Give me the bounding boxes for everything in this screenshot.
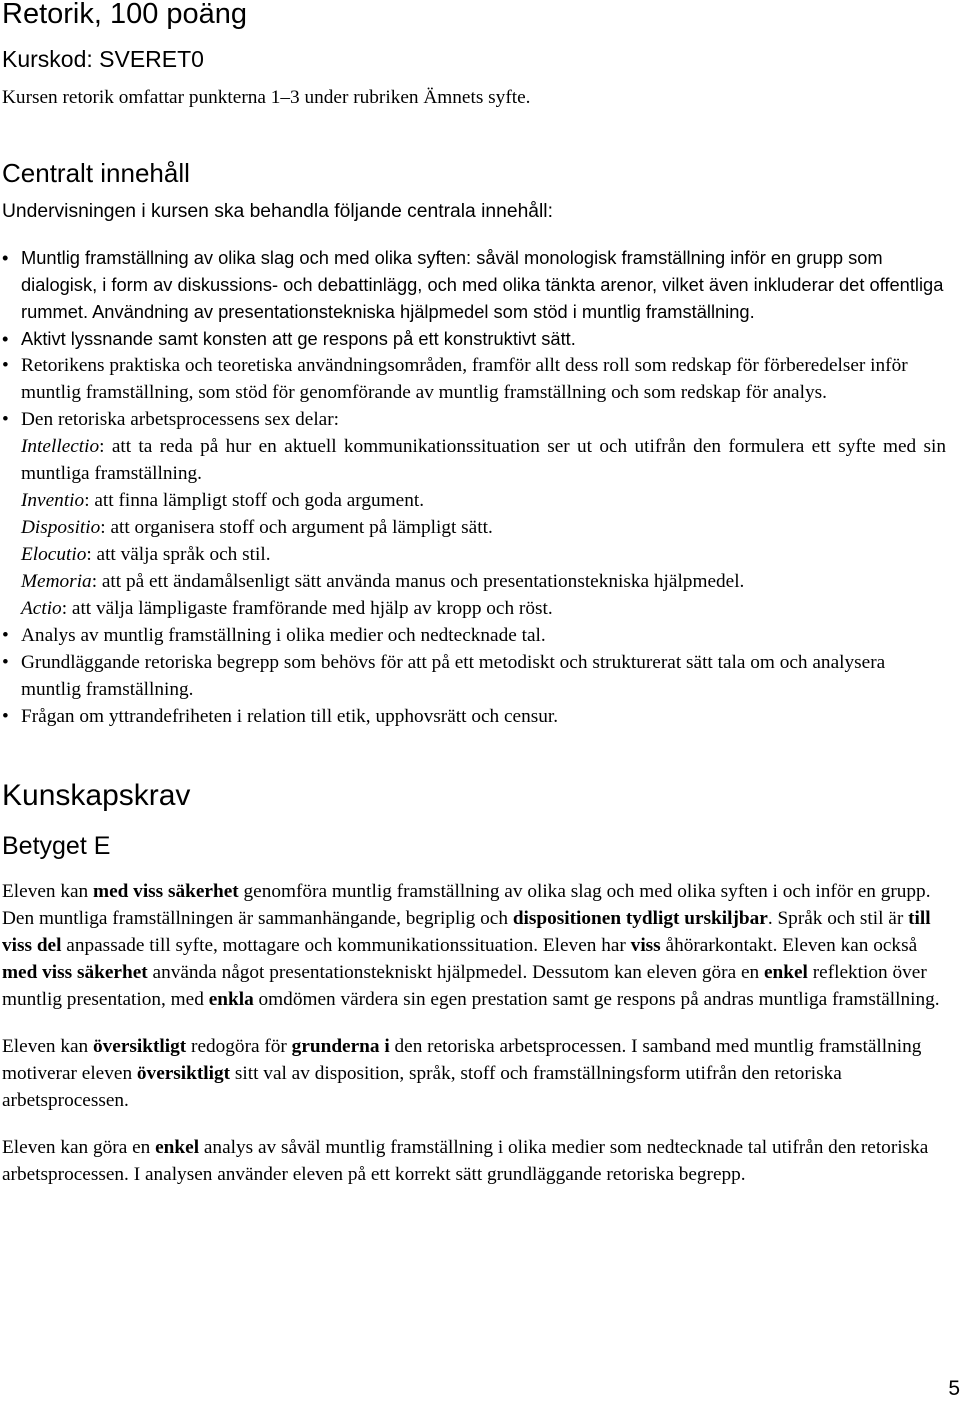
bold-run: grunderna i xyxy=(291,1036,390,1057)
course-code: Kurskod: SVERET0 xyxy=(2,46,204,72)
list-item: • Muntlig framställning av olika slag och med olika syften: såväl monologisk framställning inför en grupp som dialogisk, i form av diskussions- och debattinlägg, och med olika tänkta arenor, vilket även inkluderar det offentliga rummet. Användning av presentationstekniska hjälpmedel som stöd i muntlig framställning. xyxy=(2,244,946,325)
page-number: 5 xyxy=(948,1377,960,1400)
list-item xyxy=(2,406,946,622)
central-content-heading: Centralt innehåll xyxy=(2,158,190,188)
text-run: anpassade till syfte, mottagare och kommunikationssituation. Eleven har xyxy=(61,935,631,956)
list-item: • Frågan om yttrandefriheten i relation till etik, upphovsrätt och censur. xyxy=(2,703,946,730)
text-run: åhörarkontakt. Eleven kan också xyxy=(660,935,918,956)
process-part: Intellectio: att ta reda på hur en aktuell kommunikationssituation ser ut och utifrån den formulera ett syfte med sin muntliga framställning. xyxy=(21,436,946,484)
text-run: sitt val av disposition, språk, stoff och framställningsform utifrån den retoriska arbetsprocessen. xyxy=(2,1063,842,1111)
process-part: Actio: att välja lämpligaste framförande med hjälp av kropp och röst. xyxy=(21,598,553,619)
bold-run: med viss säkerhet xyxy=(93,881,239,902)
list-item: • Retorikens praktiska och teoretiska användningsområden, framför allt dess roll som redskap för förberedelser inför muntlig framställning, som stöd för genomförande av muntlig framställning och som redskap för analys. xyxy=(2,352,946,406)
process-lead: • Den retoriska arbetsprocessens sex delar: xyxy=(21,409,340,430)
bold-run: enkel xyxy=(155,1137,200,1158)
bold-run: enkla xyxy=(208,989,254,1010)
process-part: Memoria: att på ett ändamålsenligt sätt använda manus och presentationstekniska hjälpmedel. xyxy=(21,571,745,592)
central-content-list xyxy=(2,244,946,730)
text-run: redogöra för xyxy=(186,1036,292,1057)
bold-run: viss xyxy=(630,935,661,956)
requirements-paragraph-1 xyxy=(2,878,946,1013)
process-part: Dispositio: att organisera stoff och argument på lämpligt sätt. xyxy=(21,517,493,538)
course-intro: Kursen retorik omfattar punkterna 1–3 under rubriken Ämnets syfte. xyxy=(2,87,531,108)
text-run: genomföra muntlig framställning av olika slag och med olika syften i och inför en grupp. Den muntliga framställningen är sammanhängande, begriplig och xyxy=(2,881,931,929)
requirements-paragraph-2 xyxy=(2,1033,946,1114)
list-item: • Aktivt lyssnande samt konsten att ge respons på ett konstruktivt sätt. xyxy=(2,325,946,352)
text-run: Eleven kan göra en xyxy=(2,1137,156,1158)
bold-run: dispositionen tydligt urskiljbar xyxy=(512,908,768,929)
central-content-lead: Undervisningen i kursen ska behandla följande centrala innehåll: xyxy=(2,201,553,222)
bold-run: med viss säkerhet xyxy=(2,962,148,983)
text-run: använda något presentationstekniskt hjälpmedel. Dessutom kan eleven göra en xyxy=(147,962,764,983)
text-run: den retoriska arbetsprocessen. I samband med muntlig framställning motiverar eleven xyxy=(2,1036,922,1084)
document-page xyxy=(2,0,946,1188)
grade-heading: Betyget E xyxy=(2,832,111,860)
bold-run: till viss del xyxy=(2,908,931,956)
list-item: • Analys av muntlig framställning i olika medier och nedtecknade tal. xyxy=(2,622,946,649)
course-title: Retorik, 100 poäng xyxy=(2,0,248,30)
text-run: analys av såväl muntlig framställning i olika medier som nedtecknade tal utifrån den retoriska arbetsprocessen. I analysen använder eleven på ett korrekt sätt grundläggande retoriska begrepp. xyxy=(2,1137,929,1185)
bold-run: översiktligt xyxy=(136,1063,231,1084)
text-run: Eleven kan xyxy=(2,1036,94,1057)
text-run: . Språk och stil är xyxy=(767,908,909,929)
list-item: • Grundläggande retoriska begrepp som behövs för att på ett metodiskt och strukturerat sätt tala om och analysera muntlig framställning. xyxy=(2,649,946,703)
process-part: Elocutio: att välja språk och stil. xyxy=(21,544,271,565)
text-run: Eleven kan xyxy=(2,881,94,902)
text-run: reflektion över muntlig presentation, med xyxy=(2,962,927,1010)
requirements-heading: Kunskapskrav xyxy=(2,779,191,812)
requirements-paragraph-3 xyxy=(2,1134,946,1188)
process-part: Inventio: att finna lämpligt stoff och goda argument. xyxy=(21,490,425,511)
bold-run: enkel xyxy=(763,962,808,983)
bold-run: översiktligt xyxy=(93,1036,187,1057)
text-run: omdömen värdera sin egen prestation samt ge respons på andras muntliga framställning. xyxy=(253,989,940,1010)
